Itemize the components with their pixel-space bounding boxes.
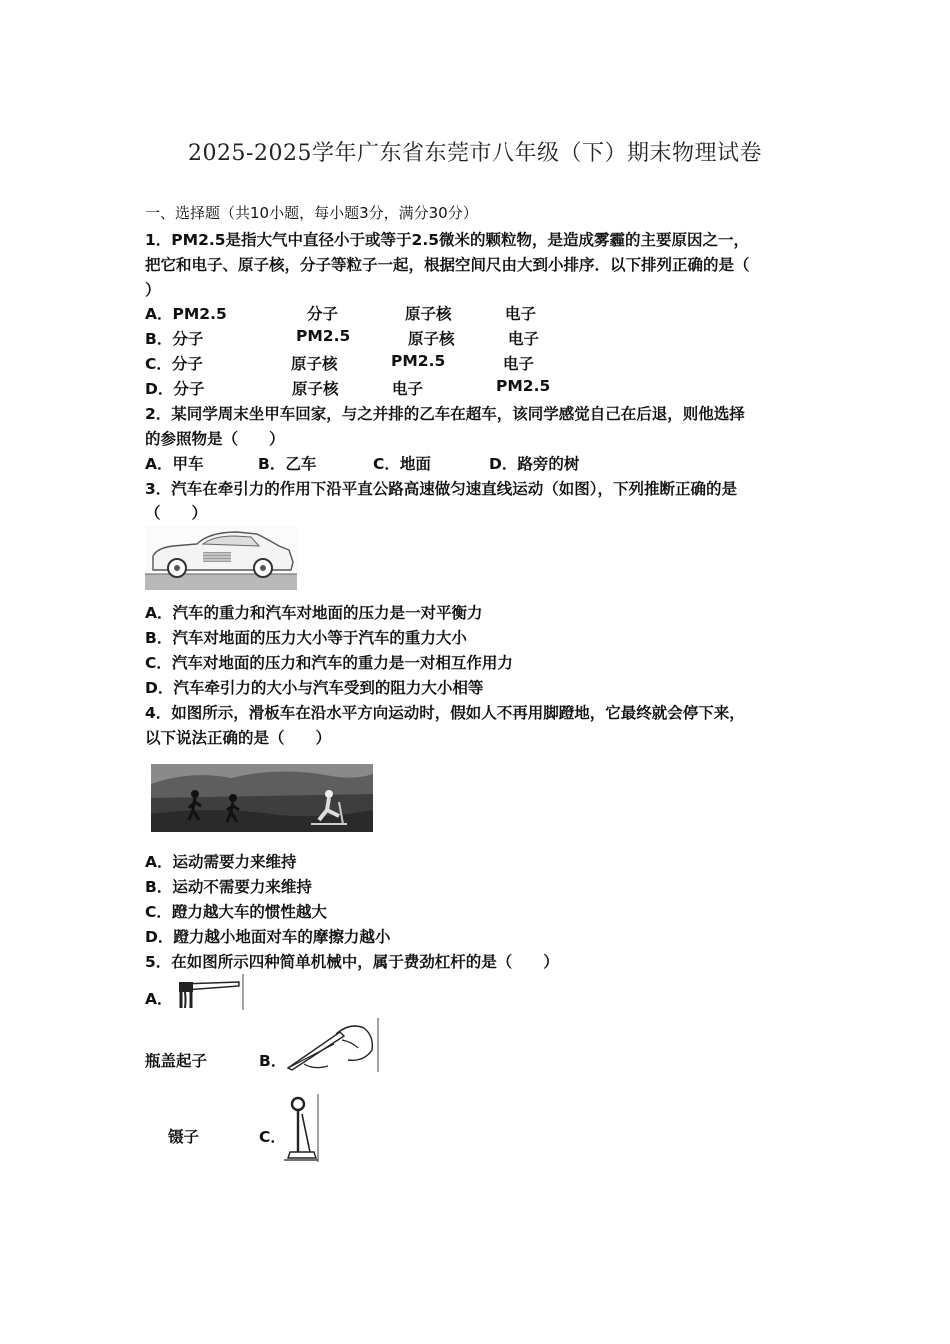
- q1-option-a-item-4: 电子: [505, 305, 537, 323]
- q1-option-d-item-2: 原子核: [292, 380, 339, 398]
- q4-option-c: C．蹬力越大车的惯性越大: [145, 903, 327, 921]
- q3-stem-line-1: 3．汽车在牵引力的作用下沿平直公路高速做匀速直线运动（如图），下列推断正确的是: [145, 480, 738, 498]
- q1-stem-line-3: ）: [145, 281, 161, 299]
- q4-option-d: D．蹬力越小地面对车的摩擦力越小: [145, 928, 391, 946]
- lever-tool-figure: [284, 1094, 320, 1164]
- q1-option-a-label: A．PM2.5: [145, 305, 227, 323]
- q1-option-b-item-2: PM2.5: [296, 327, 351, 345]
- q1-option-c-item-2: 原子核: [291, 355, 338, 373]
- q2-option-c: C．地面: [373, 455, 431, 473]
- q1-stem-line-2: 把它和电子、原子核，分子等粒子一起，根据空间尺由大到小排序．以下排列正确的是（: [145, 256, 750, 274]
- q4-option-b: B．运动不需要力来维持: [145, 878, 312, 896]
- q1-option-c-item-3: PM2.5: [391, 352, 446, 370]
- q2-option-d: D．路旁的树: [489, 455, 580, 473]
- q1-stem-line-1: 1．PM2.5是指大气中直径小于或等于2.5微米的颗粒物，是造成雾霾的主要原因之一，: [145, 231, 749, 249]
- scooter-photo: [151, 764, 373, 832]
- car-figure: [145, 526, 297, 590]
- q3-option-b: B．汽车对地面的压力大小等于汽车的重力大小: [145, 629, 467, 647]
- q2-option-a: A．甲车: [145, 455, 204, 473]
- q2-stem-line-2: 的参照物是（ ）: [145, 430, 285, 448]
- tweezers-figure: [284, 1018, 380, 1074]
- q5-stem: 5．在如图所示四种简单机械中，属于费劲杠杆的是（ ）: [145, 953, 559, 971]
- q1-option-d-item-3: 电子: [392, 380, 424, 398]
- q2-stem-line-1: 2．某同学周末坐甲车回家，与之并排的乙车在超车，该同学感觉自己在后退，则他选择: [145, 405, 745, 423]
- q1-option-b-label: B．分子: [145, 330, 204, 348]
- q5-option-a-label: A．: [145, 990, 173, 1008]
- q5-option-c-label: C．: [259, 1128, 286, 1146]
- q3-option-c: C．汽车对地面的压力和汽车的重力是一对相互作用力: [145, 654, 513, 672]
- q1-option-c-item-4: 电子: [503, 355, 535, 373]
- q2-option-b: B．乙车: [258, 455, 317, 473]
- q1-option-c-label: C．分子: [145, 355, 203, 373]
- q5-option-a-name: 瓶盖起子: [145, 1052, 208, 1070]
- q1-option-d-label: D．分子: [145, 380, 205, 398]
- q1-option-d-item-4: PM2.5: [496, 377, 551, 395]
- q1-option-b-item-3: 原子核: [408, 330, 455, 348]
- q4-stem-line-2: 以下说法正确的是（ ）: [145, 729, 332, 747]
- q4-option-a: A．运动需要力来维持: [145, 853, 297, 871]
- q4-stem-line-1: 4．如图所示，滑板车在沿水平方向运动时，假如人不再用脚蹬地，它最终就会停下来，: [145, 704, 745, 722]
- q5-option-b-name: 镊子: [168, 1128, 200, 1146]
- q3-stem-line-2: （ ）: [145, 504, 208, 522]
- q1-option-b-item-4: 电子: [508, 330, 540, 348]
- bottle-opener-figure: [175, 974, 245, 1012]
- q1-option-a-item-2: 分子: [307, 305, 339, 323]
- q5-option-b-label: B．: [259, 1052, 287, 1070]
- section-heading: 一、选择题（共10小题，每小题3分，满分30分）: [145, 204, 478, 222]
- page-title: 2025-2025学年广东省东莞市八年级（下）期末物理试卷: [188, 141, 762, 166]
- q1-option-a-item-3: 原子核: [405, 305, 452, 323]
- q3-option-d: D．汽车牵引力的大小与汽车受到的阻力大小相等: [145, 679, 484, 697]
- q3-option-a: A．汽车的重力和汽车对地面的压力是一对平衡力: [145, 604, 483, 622]
